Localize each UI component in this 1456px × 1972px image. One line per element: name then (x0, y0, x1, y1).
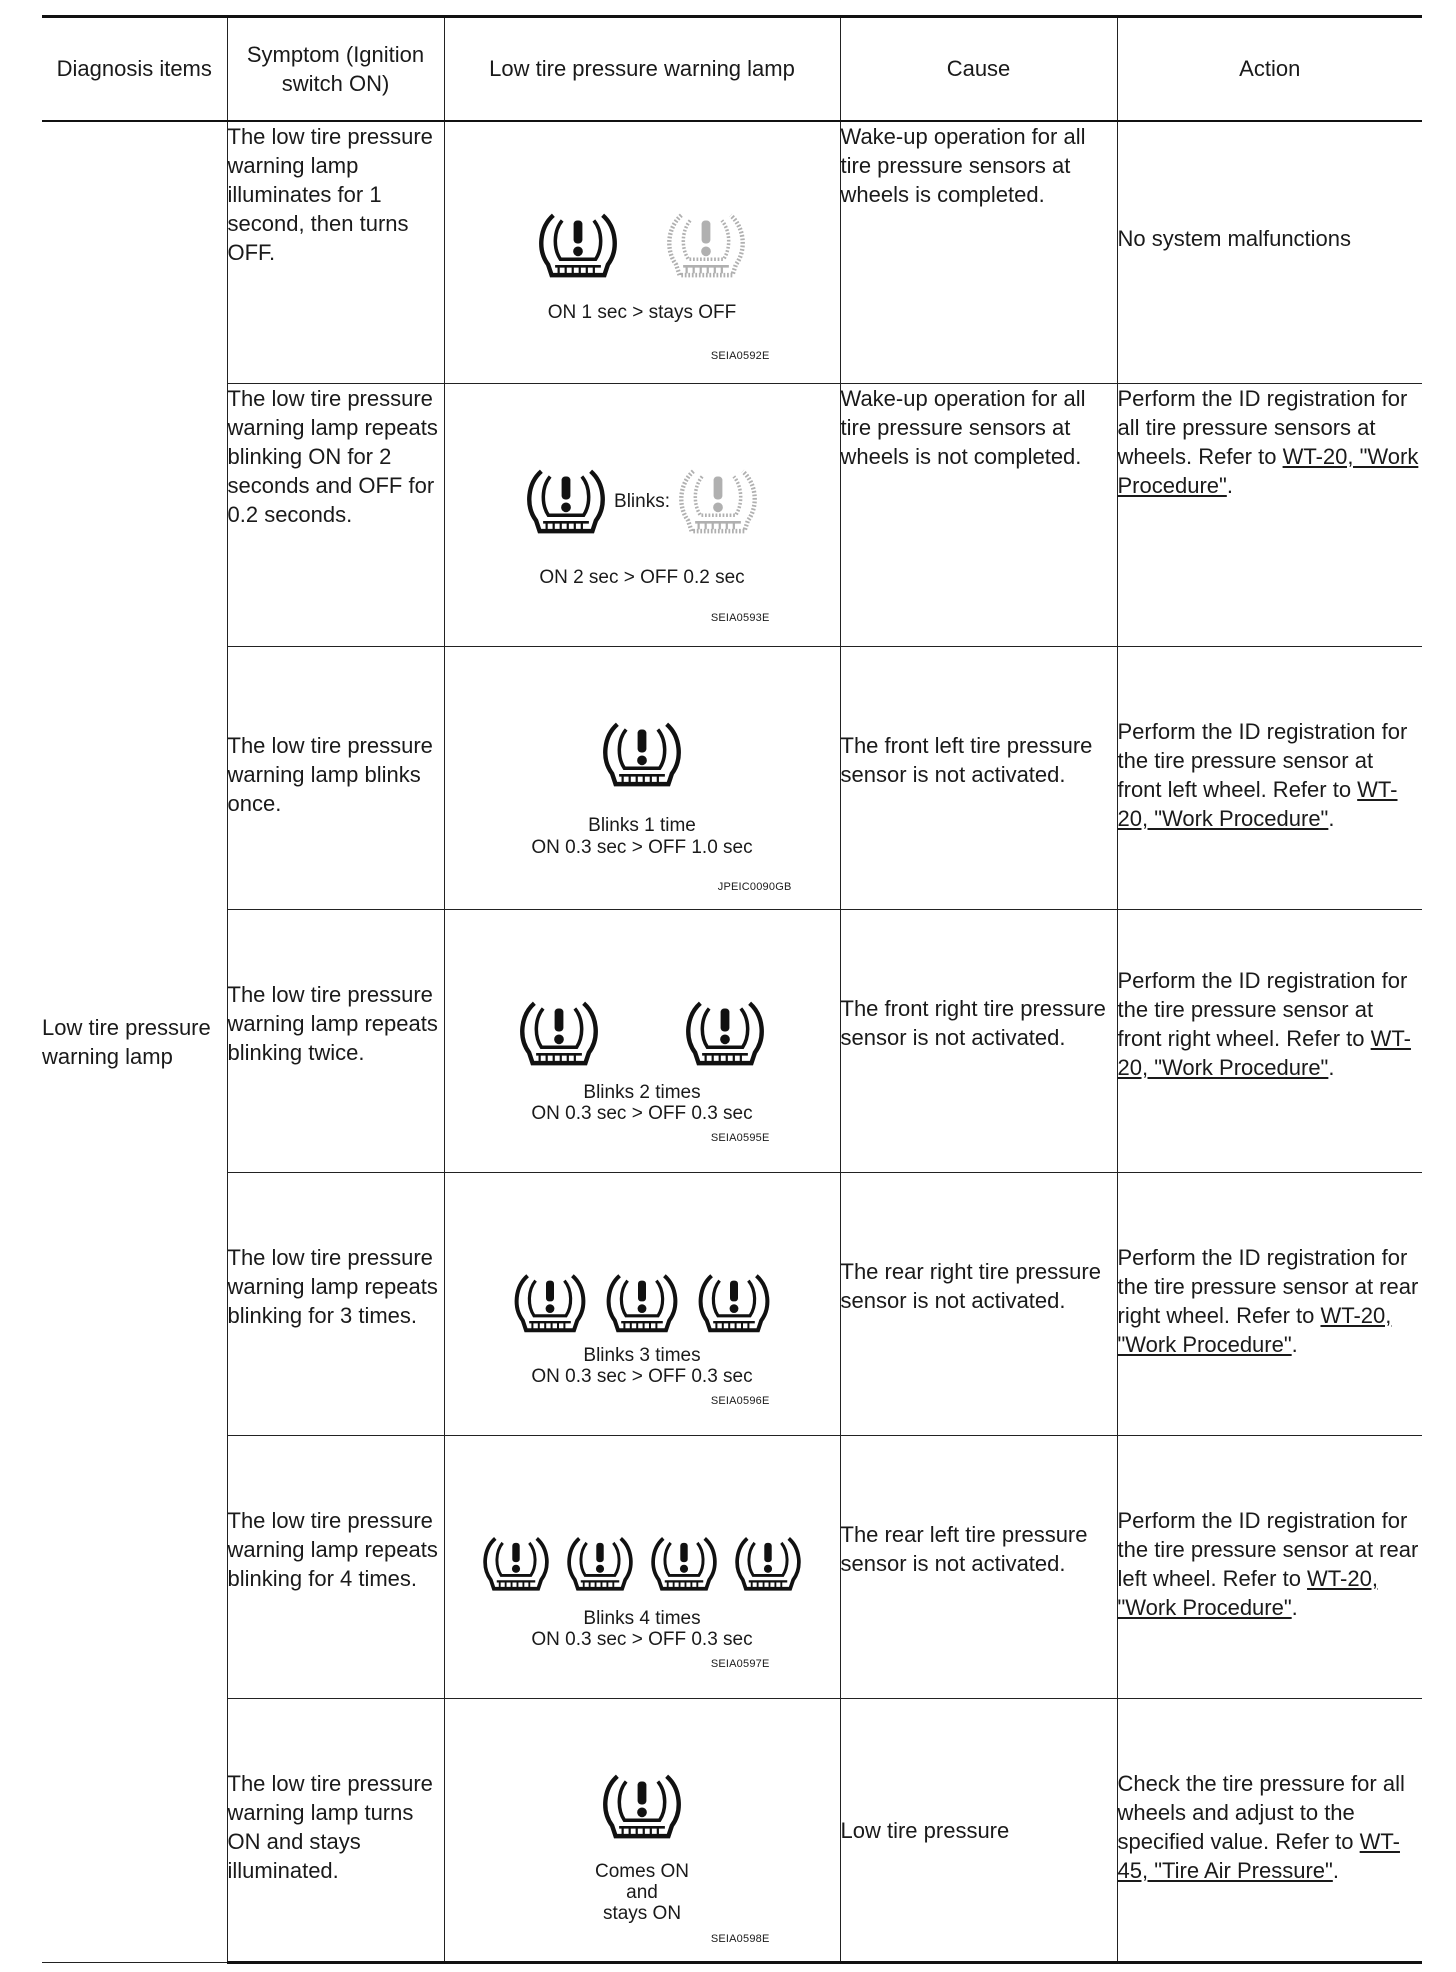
lamp-caption (445, 567, 840, 589)
cause-text: Low tire pressure (840, 1817, 1010, 1843)
tire-pressure-warning-icon (647, 1534, 721, 1595)
tire-pressure-warning-icon (534, 210, 622, 282)
cause-cell (840, 121, 1117, 384)
action-end: . (1226, 473, 1233, 498)
lamp-cell (444, 1173, 840, 1436)
action-cell (1117, 910, 1422, 1173)
cause-text: The rear left tire pressure sensor is not activated. (840, 1522, 1088, 1576)
tire-pressure-warning-icon (694, 1271, 774, 1337)
lamp-caption (445, 815, 840, 859)
procedure-link[interactable]: WT-20, "Work Procedure" (1117, 1303, 1392, 1357)
lamp-caption (445, 1608, 840, 1650)
action-end: . (1332, 1858, 1339, 1883)
diagnosis-item-cell (42, 121, 227, 1963)
action-text: Perform the ID registration for the tire pressure sensor at rear left wheel. Refer to (1117, 1508, 1419, 1591)
diagnosis-item: Low tire pressure warning lamp (42, 1014, 211, 1069)
header-symptom: Symptom (Ignition switch ON) (227, 17, 444, 121)
cause-cell (840, 910, 1117, 1173)
action-end: . (1328, 806, 1335, 831)
cause-text: The front right tire pressure sensor is not activated. (840, 996, 1106, 1050)
figure-code: SEIA0595E (710, 1132, 770, 1144)
header-warning-lamp: Low tire pressure warning lamp (444, 17, 840, 121)
caption-line: ON 0.3 sec > OFF 1.0 sec (531, 837, 753, 858)
header-row (42, 17, 1422, 121)
action-cell (1117, 1173, 1422, 1436)
caption-line: Comes ON (595, 1861, 689, 1882)
lamp-icons (445, 466, 840, 538)
header-diagnosis-items: Diagnosis items (42, 17, 227, 121)
action-end: . (1291, 1332, 1298, 1357)
tire-pressure-warning-off-icon (674, 466, 762, 538)
action-text: Check the tire pressure for all wheels and adjust to the specified value. Refer to (1117, 1771, 1405, 1854)
diagnosis-table (42, 15, 1422, 1964)
figure-code: SEIA0593E (710, 612, 770, 624)
table-row (42, 1173, 1422, 1436)
figure-code: SEIA0592E (710, 349, 770, 362)
symptom-cell (227, 1173, 444, 1436)
symptom-text: The low tire pressure warning lamp illuminates for 1 second, then turns OFF. (227, 123, 433, 265)
action-cell (1117, 1699, 1422, 1963)
cause-cell (840, 1699, 1117, 1963)
caption-line: ON 0.3 sec > OFF 0.3 sec (531, 1629, 753, 1650)
symptom-text: The low tire pressure warning lamp turns ON and stays illuminated. (227, 1771, 433, 1883)
lamp-cell (444, 910, 840, 1173)
symptom-text: The low tire pressure warning lamp repeats blinking twice. (227, 982, 438, 1065)
caption-line: ON 0.3 sec > OFF 0.3 sec (531, 1103, 753, 1124)
symptom-cell (227, 1436, 444, 1699)
lamp-icons (445, 1271, 840, 1337)
lamp-icons (445, 998, 840, 1070)
tire-pressure-warning-icon (602, 1271, 682, 1337)
symptom-cell (227, 121, 444, 384)
action-cell (1117, 384, 1422, 647)
symptom-cell (227, 910, 444, 1173)
symptom-cell (227, 647, 444, 910)
lamp-cell (444, 384, 840, 647)
lamp-cell (444, 121, 840, 384)
caption-line: Blinks 4 times (583, 1608, 701, 1629)
action-text: Perform the ID registration for the tire pressure sensor at front right wheel. Refer to (1117, 968, 1408, 1051)
table-row (42, 1699, 1422, 1963)
tire-pressure-warning-icon (515, 998, 603, 1070)
caption-line: ON 0.3 sec > OFF 0.3 sec (531, 1366, 753, 1387)
cause-cell (840, 1436, 1117, 1699)
tire-pressure-warning-icon (598, 719, 686, 791)
action-end: . (1328, 1055, 1335, 1080)
blinks-label: Blinks: (614, 491, 670, 513)
caption-line: ON 1 sec > stays OFF (547, 301, 737, 323)
tire-pressure-warning-icon (510, 1271, 590, 1337)
lamp-caption (445, 1861, 840, 1924)
table-row (42, 647, 1422, 910)
header-action: Action (1117, 17, 1422, 121)
caption-line: Blinks 2 times (583, 1082, 701, 1103)
table-row (42, 1436, 1422, 1699)
procedure-link[interactable]: WT-20, "Work Procedure" (1117, 1026, 1411, 1080)
action-cell (1117, 121, 1422, 384)
header-cause: Cause (840, 17, 1117, 121)
tire-pressure-warning-off-icon (662, 210, 750, 282)
lamp-cell (444, 647, 840, 910)
lamp-icons (445, 1771, 840, 1843)
lamp-cell (444, 1436, 840, 1699)
tire-pressure-warning-icon (731, 1534, 805, 1595)
tire-pressure-warning-icon (681, 998, 769, 1070)
cause-text: Wake-up operation for all tire pressure sensors at wheels is completed. (840, 123, 1086, 207)
figure-code: SEIA0598E (710, 1933, 770, 1945)
caption-line: Blinks 3 times (583, 1345, 701, 1366)
figure-code: SEIA0596E (710, 1395, 770, 1407)
cause-text: The rear right tire pressure sensor is not activated. (840, 1259, 1101, 1313)
figure-code: SEIA0597E (710, 1658, 770, 1670)
symptom-cell (227, 384, 444, 647)
table-row (42, 910, 1422, 1173)
symptom-cell (227, 1699, 444, 1963)
caption-line: Blinks 1 time (588, 815, 696, 836)
lamp-icons (445, 210, 840, 282)
lamp-icons (445, 1534, 840, 1595)
action-text: Perform the ID registration for all tire pressure sensors at wheels. Refer to (1117, 386, 1408, 469)
symptom-text: The low tire pressure warning lamp repeats blinking ON for 2 seconds and OFF for 0.2 seconds. (227, 386, 438, 527)
table-row (42, 384, 1422, 647)
action-text: No system malfunctions (1117, 225, 1352, 251)
symptom-text: The low tire pressure warning lamp repeats blinking for 3 times. (227, 1245, 438, 1328)
figure-code: JPEIC0090GB (717, 881, 792, 893)
symptom-text: The low tire pressure warning lamp blinks once. (227, 733, 433, 816)
action-end: . (1291, 1595, 1298, 1620)
tire-pressure-warning-icon (522, 466, 610, 538)
caption-line: ON 2 sec > OFF 0.2 sec (539, 567, 745, 588)
cause-cell (840, 384, 1117, 647)
caption-line: and (626, 1882, 658, 1903)
lamp-icons (445, 719, 840, 791)
cause-text: The front left tire pressure sensor is not activated. (840, 733, 1093, 787)
action-cell (1117, 647, 1422, 910)
procedure-link[interactable]: WT-20, "Work Procedure" (1117, 1566, 1378, 1620)
action-text: Perform the ID registration for the tire pressure sensor at rear right wheel. Refer to (1117, 1245, 1419, 1328)
lamp-caption (445, 302, 840, 324)
symptom-text: The low tire pressure warning lamp repeats blinking for 4 times. (227, 1508, 438, 1591)
tire-pressure-warning-icon (479, 1534, 553, 1595)
cause-cell (840, 1173, 1117, 1436)
procedure-link[interactable]: WT-45, "Tire Air Pressure" (1117, 1829, 1400, 1883)
action-cell (1117, 1436, 1422, 1699)
action-text: Perform the ID registration for the tire pressure sensor at front left wheel. Refer to (1117, 719, 1408, 802)
procedure-link[interactable]: WT-20, "Work Procedure" (1117, 444, 1419, 498)
cause-text: Wake-up operation for all tire pressure sensors at wheels is not completed. (840, 386, 1086, 469)
caption-line: stays ON (602, 1903, 682, 1924)
lamp-cell (444, 1699, 840, 1963)
lamp-caption (445, 1345, 840, 1387)
tire-pressure-warning-icon (598, 1771, 686, 1843)
procedure-link[interactable]: WT-20, "Work Procedure" (1117, 777, 1398, 831)
tire-pressure-warning-icon (563, 1534, 637, 1595)
lamp-caption (445, 1082, 840, 1124)
cause-cell (840, 647, 1117, 910)
table-row (42, 121, 1422, 384)
